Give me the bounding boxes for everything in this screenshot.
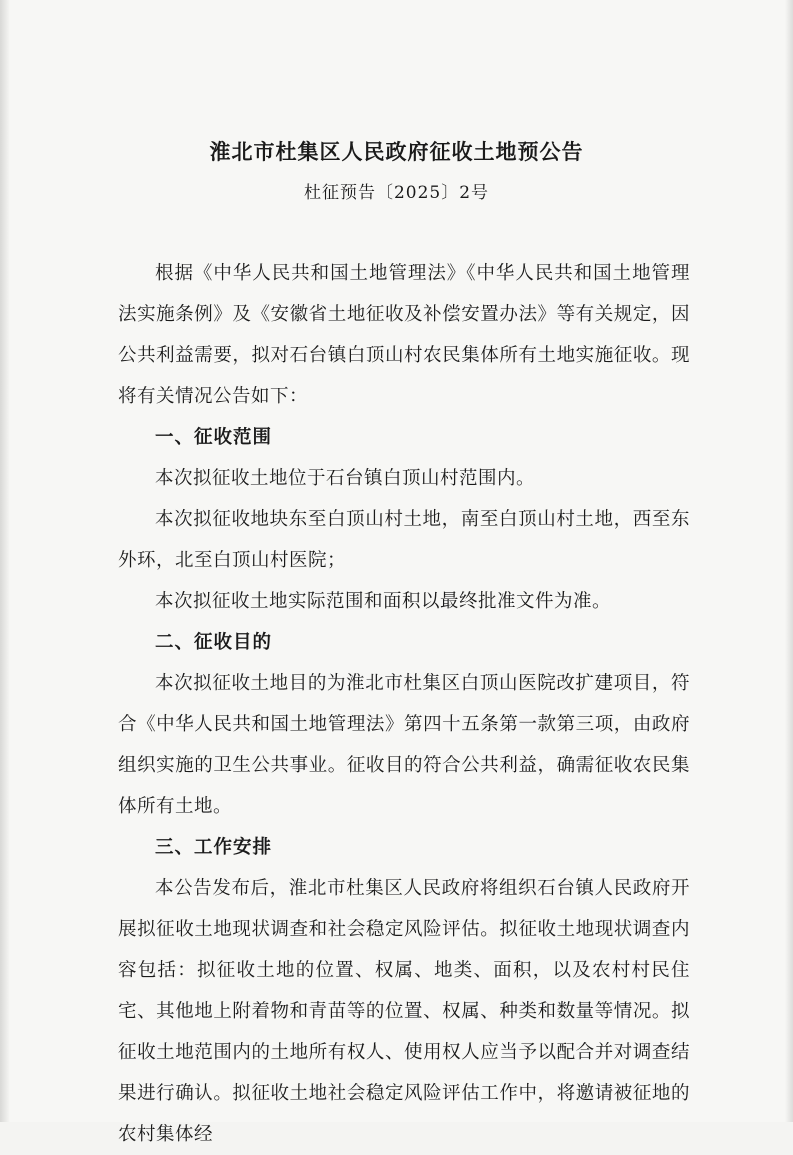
arrangement-paragraph-1: 本公告发布后，淮北市杜集区人民政府将组织石台镇人民政府开展拟征收土地现状调查和社会稳定风险评估。拟征收土地现状调查内容包括：拟征收土地的位置、权属、地类、面积，以及农村村民住宅、其他地上附着物和青苗等的位置、权属、种类和数量等情况。拟征收土地范围内的土地所有权人、使用权人应当予以配合并对调查结果进行确认。拟征收土地社会稳定风险评估工作中，将邀请被征地的农村集体经 [118,878,690,1145]
intro-paragraph: 根据《中华人民共和国土地管理法》《中华人民共和国土地管理法实施条例》及《安徽省土地征收及补偿安置办法》等有关规定，因公共利益需要，拟对石台镇白顶山村农民集体所有土地实施征收。现将有关情况公告如下： [118,263,690,407]
section-heading-scope: 一、征收范围 [155,427,273,448]
scan-edge-right [785,0,793,1122]
scope-paragraph-1: 本次拟征收土地位于石台镇白顶山村范围内。 [155,468,536,489]
purpose-paragraph-1: 本次拟征收土地目的为淮北市杜集区白顶山医院改扩建项目，符合《中华人民共和国土地管理法》第四十五条第一款第三项，由政府组织实施的卫生公共事业。征收目的符合公共利益，确需征收农民集体所有土地。 [118,673,690,817]
section-heading-purpose: 二、征收目的 [155,632,273,653]
scan-edge-left [0,0,10,1122]
scope-paragraph-2: 本次拟征收地块东至白顶山村土地，南至白顶山村土地，西至东外环，北至白顶山村医院； [118,509,690,571]
section-heading-arrangement: 三、工作安排 [155,837,273,858]
document-body [118,253,690,1155]
scope-paragraph-3: 本次拟征收土地实际范围和面积以最终批准文件为准。 [155,591,612,612]
document-title: 淮北市杜集区人民政府征收土地预公告 [209,140,584,164]
document-number: 杜征预告〔2025〕2号 [303,183,490,203]
